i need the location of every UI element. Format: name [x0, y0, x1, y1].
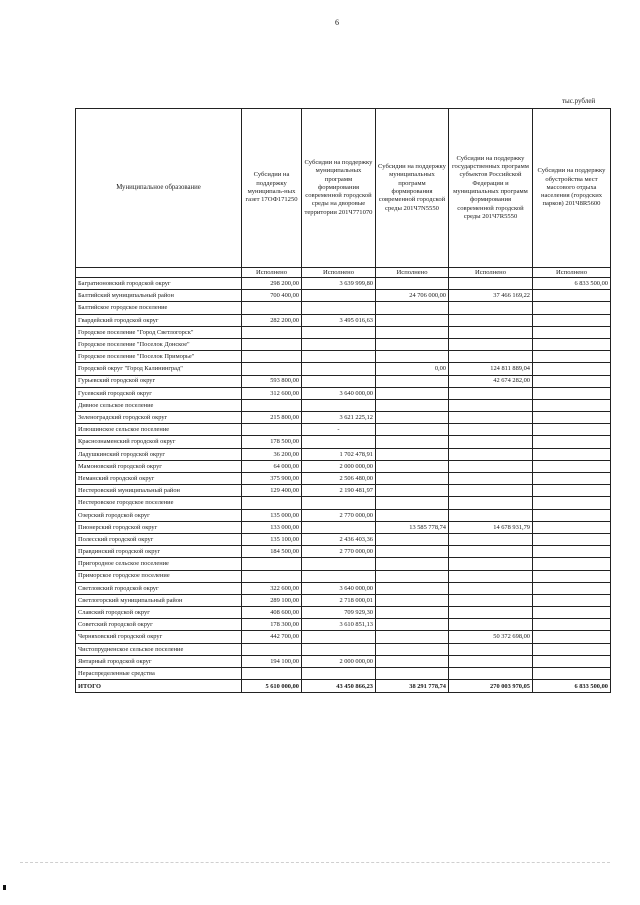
- cell-col5: [533, 424, 611, 436]
- cell-col2: [302, 302, 376, 314]
- cell-col5: [533, 619, 611, 631]
- cell-col2: [302, 497, 376, 509]
- cell-col2: 2 770 000,00: [302, 546, 376, 558]
- cell-col4: [449, 460, 533, 472]
- cell-col1: 184 500,00: [242, 546, 302, 558]
- total-col5: 6 833 500,00: [533, 680, 611, 693]
- units-label: тыс.рублей: [562, 97, 596, 105]
- cell-col1: 375 900,00: [242, 473, 302, 485]
- header-col2: Субсидии на поддержку муниципальных программ формирования современной городской среды на дворовые территории 201Ч771070: [302, 109, 376, 268]
- scan-artifact-mark: [3, 885, 6, 890]
- municipality-name: Пригородное сельское поселение: [76, 558, 242, 570]
- cell-col1: 282 200,00: [242, 314, 302, 326]
- cell-col3: [376, 546, 449, 558]
- cell-col4: [449, 485, 533, 497]
- cell-col2: [302, 326, 376, 338]
- table-row: [76, 509, 611, 521]
- cell-col3: [376, 594, 449, 606]
- cell-col5: [533, 326, 611, 338]
- cell-col2: 3 621 225,12: [302, 412, 376, 424]
- municipality-name: Краснознаменский городской округ: [76, 436, 242, 448]
- table-row: [76, 351, 611, 363]
- table-row: [76, 582, 611, 594]
- table-row: [76, 412, 611, 424]
- subheader-empty: [76, 268, 242, 278]
- municipality-name: Городское поселение "Город Светлогорск": [76, 326, 242, 338]
- scan-artifact-line: [20, 862, 610, 863]
- table-row: [76, 314, 611, 326]
- cell-col2: 2 770 000,00: [302, 509, 376, 521]
- cell-col5: [533, 497, 611, 509]
- cell-col3: [376, 497, 449, 509]
- cell-col1: 178 500,00: [242, 436, 302, 448]
- cell-col3: [376, 619, 449, 631]
- header-col4: Субсидии на поддержку государственных программ субъектов Российской Федерации и муниципальных программ формирования современной городской среды 201Ч7R5550: [449, 109, 533, 268]
- cell-col4: 37 466 169,22: [449, 290, 533, 302]
- cell-col5: [533, 594, 611, 606]
- table-row: [76, 521, 611, 533]
- cell-col5: [533, 436, 611, 448]
- municipality-name: Городское поселение "Поселок Приморье": [76, 351, 242, 363]
- cell-col4: [449, 314, 533, 326]
- municipality-name: Мамоновский городской округ: [76, 460, 242, 472]
- cell-col1: 178 300,00: [242, 619, 302, 631]
- municipality-name: Дивное сельское поселение: [76, 399, 242, 411]
- table-row: [76, 558, 611, 570]
- cell-col4: [449, 570, 533, 582]
- municipality-name: Балтийское городское поселение: [76, 302, 242, 314]
- cell-col5: [533, 399, 611, 411]
- cell-col2: [302, 558, 376, 570]
- cell-col4: 50 372 698,00: [449, 631, 533, 643]
- municipality-name: Озерский городской округ: [76, 509, 242, 521]
- cell-col4: [449, 448, 533, 460]
- cell-col1: [242, 558, 302, 570]
- cell-col5: [533, 607, 611, 619]
- cell-col5: [533, 387, 611, 399]
- municipality-name: Гусевский городской округ: [76, 387, 242, 399]
- cell-col3: [376, 278, 449, 290]
- table-row: [76, 594, 611, 606]
- cell-col4: [449, 533, 533, 545]
- cell-col2: 3 495 016,63: [302, 314, 376, 326]
- cell-col1: [242, 363, 302, 375]
- total-col3: 38 291 778,74: [376, 680, 449, 693]
- cell-col5: [533, 485, 611, 497]
- cell-col2: 2 000 000,00: [302, 655, 376, 667]
- municipality-name: Нестеровский муниципальный район: [76, 485, 242, 497]
- cell-col2: [302, 631, 376, 643]
- municipality-name: Илюшинское сельское поселение: [76, 424, 242, 436]
- cell-col1: 312 600,00: [242, 387, 302, 399]
- municipality-name: Приморское городское поселение: [76, 570, 242, 582]
- cell-col2: [302, 399, 376, 411]
- cell-col1: [242, 570, 302, 582]
- municipality-name: Славский городской округ: [76, 607, 242, 619]
- cell-col4: [449, 607, 533, 619]
- header-municipality: Муниципальное образование: [76, 109, 242, 268]
- cell-col3: [376, 558, 449, 570]
- cell-col3: [376, 607, 449, 619]
- municipality-name: Полесский городской округ: [76, 533, 242, 545]
- table-row: [76, 302, 611, 314]
- cell-col5: [533, 655, 611, 667]
- table-row: [76, 338, 611, 350]
- cell-col4: [449, 619, 533, 631]
- municipality-name: Советский городской округ: [76, 619, 242, 631]
- table-row: [76, 363, 611, 375]
- table-row: [76, 643, 611, 655]
- table-row: [76, 448, 611, 460]
- header-col3: Субсидии на поддержку муниципальных программ формирования современной городской среды 201Ч7N5550: [376, 109, 449, 268]
- table-row: [76, 655, 611, 667]
- cell-col4: [449, 655, 533, 667]
- cell-col2: [302, 375, 376, 387]
- cell-col5: [533, 668, 611, 680]
- cell-col1: [242, 497, 302, 509]
- cell-col3: [376, 399, 449, 411]
- cell-col4: [449, 582, 533, 594]
- total-col2: 43 450 866,23: [302, 680, 376, 693]
- municipality-name: Светловский городской округ: [76, 582, 242, 594]
- municipality-name: Гвардейский городской округ: [76, 314, 242, 326]
- cell-col4: [449, 509, 533, 521]
- cell-col2: 2 718 000,01: [302, 594, 376, 606]
- table-row: [76, 375, 611, 387]
- cell-col2: [302, 363, 376, 375]
- cell-col3: [376, 424, 449, 436]
- cell-col2: [302, 290, 376, 302]
- cell-col3: [376, 387, 449, 399]
- cell-col1: 36 200,00: [242, 448, 302, 460]
- cell-col2: [302, 338, 376, 350]
- cell-col4: [449, 594, 533, 606]
- table-row: [76, 619, 611, 631]
- cell-col5: [533, 521, 611, 533]
- cell-col3: [376, 314, 449, 326]
- cell-col5: [533, 509, 611, 521]
- cell-col3: 0,00: [376, 363, 449, 375]
- page-number: 6: [335, 18, 339, 27]
- cell-col5: [533, 473, 611, 485]
- municipality-name: Зеленоградский городской округ: [76, 412, 242, 424]
- table-row: [76, 533, 611, 545]
- cell-col1: 593 800,00: [242, 375, 302, 387]
- subsidies-table: [75, 108, 611, 693]
- table-row: [76, 387, 611, 399]
- cell-col5: [533, 546, 611, 558]
- cell-col1: [242, 326, 302, 338]
- cell-col2: [302, 643, 376, 655]
- cell-col1: [242, 399, 302, 411]
- cell-col4: [449, 473, 533, 485]
- cell-col2: [302, 351, 376, 363]
- table-row: [76, 290, 611, 302]
- table-row: [76, 424, 611, 436]
- cell-col1: 442 700,00: [242, 631, 302, 643]
- cell-col5: [533, 570, 611, 582]
- cell-col3: [376, 582, 449, 594]
- cell-col5: [533, 533, 611, 545]
- cell-col3: [376, 338, 449, 350]
- cell-col2: [302, 436, 376, 448]
- table-row: [76, 631, 611, 643]
- municipality-name: Городской округ "Город Калининград": [76, 363, 242, 375]
- cell-col1: [242, 338, 302, 350]
- subheader-col1: Исполнено: [242, 268, 302, 278]
- cell-col2: 2 436 403,36: [302, 533, 376, 545]
- cell-col3: [376, 351, 449, 363]
- municipality-name: Чистопрудненское сельское поселение: [76, 643, 242, 655]
- municipality-name: Нестеровское городское поселение: [76, 497, 242, 509]
- cell-col2: 2 506 480,00: [302, 473, 376, 485]
- table-row: [76, 546, 611, 558]
- cell-col2: 3 610 851,13: [302, 619, 376, 631]
- cell-col1: [242, 351, 302, 363]
- cell-col5: [533, 412, 611, 424]
- cell-col5: [533, 351, 611, 363]
- municipality-name: Неманский городской округ: [76, 473, 242, 485]
- cell-col3: [376, 668, 449, 680]
- header-col1: Субсидии на поддержку муниципаль-ных газет 17ОФ171250: [242, 109, 302, 268]
- cell-col1: 135 100,00: [242, 533, 302, 545]
- cell-col5: [533, 558, 611, 570]
- cell-col3: [376, 375, 449, 387]
- cell-col5: 6 833 500,00: [533, 278, 611, 290]
- cell-col1: 322 600,00: [242, 582, 302, 594]
- subheader-col5: Исполнено: [533, 268, 611, 278]
- cell-col3: 13 585 778,74: [376, 521, 449, 533]
- cell-col4: [449, 412, 533, 424]
- cell-col3: [376, 485, 449, 497]
- cell-col2: 2 190 481,97: [302, 485, 376, 497]
- total-col1: 5 610 000,00: [242, 680, 302, 693]
- cell-col1: 135 000,00: [242, 509, 302, 521]
- cell-col4: 124 811 889,04: [449, 363, 533, 375]
- table-row: [76, 460, 611, 472]
- municipality-name: Черняховский городской округ: [76, 631, 242, 643]
- cell-col5: [533, 643, 611, 655]
- cell-col3: [376, 460, 449, 472]
- municipality-name: Гурьевский городской округ: [76, 375, 242, 387]
- municipality-name: Пионерский городской округ: [76, 521, 242, 533]
- table-row: [76, 485, 611, 497]
- cell-col3: [376, 473, 449, 485]
- cell-col1: [242, 424, 302, 436]
- total-col4: 270 003 970,05: [449, 680, 533, 693]
- cell-col5: [533, 302, 611, 314]
- table-row: [76, 607, 611, 619]
- cell-col4: [449, 278, 533, 290]
- cell-col4: [449, 399, 533, 411]
- cell-col5: [533, 338, 611, 350]
- cell-col4: [449, 436, 533, 448]
- cell-col2: 709 929,30: [302, 607, 376, 619]
- table-row: [76, 326, 611, 338]
- municipality-name: Янтарный городской округ: [76, 655, 242, 667]
- cell-col1: 298 200,00: [242, 278, 302, 290]
- cell-col1: [242, 668, 302, 680]
- cell-col4: 42 674 282,00: [449, 375, 533, 387]
- cell-col2: -: [302, 424, 376, 436]
- cell-col2: 3 639 999,80: [302, 278, 376, 290]
- cell-col5: [533, 290, 611, 302]
- cell-col4: [449, 558, 533, 570]
- cell-col5: [533, 448, 611, 460]
- cell-col4: [449, 338, 533, 350]
- cell-col5: [533, 363, 611, 375]
- cell-col4: [449, 387, 533, 399]
- cell-col3: [376, 302, 449, 314]
- header-col5: Субсидии на поддержку обустройства мест массового отдыха населения (городских парков) 201Ч8R5600: [533, 109, 611, 268]
- table-row: [76, 473, 611, 485]
- cell-col2: 3 640 000,00: [302, 387, 376, 399]
- cell-col5: [533, 375, 611, 387]
- cell-col4: [449, 351, 533, 363]
- cell-col3: [376, 436, 449, 448]
- cell-col1: 289 100,00: [242, 594, 302, 606]
- table-row: [76, 497, 611, 509]
- municipality-name: Балтийский муниципальный район: [76, 290, 242, 302]
- header-row: [76, 109, 611, 268]
- table-row: [76, 436, 611, 448]
- table-row: [76, 668, 611, 680]
- municipality-name: Ладушкинский городской округ: [76, 448, 242, 460]
- cell-col4: [449, 643, 533, 655]
- cell-col2: [302, 570, 376, 582]
- municipality-name: Правдинский городской округ: [76, 546, 242, 558]
- cell-col2: 3 640 000,00: [302, 582, 376, 594]
- cell-col4: [449, 424, 533, 436]
- cell-col1: 194 100,00: [242, 655, 302, 667]
- table-row: [76, 278, 611, 290]
- cell-col4: [449, 326, 533, 338]
- table-row: [76, 399, 611, 411]
- cell-col2: [302, 521, 376, 533]
- cell-col4: [449, 546, 533, 558]
- cell-col3: [376, 533, 449, 545]
- cell-col5: [533, 460, 611, 472]
- cell-col1: [242, 643, 302, 655]
- cell-col1: 133 000,00: [242, 521, 302, 533]
- table-row: [76, 570, 611, 582]
- cell-col2: [302, 668, 376, 680]
- cell-col4: 14 678 931,79: [449, 521, 533, 533]
- cell-col1: 64 000,00: [242, 460, 302, 472]
- subheader-row: [76, 268, 611, 278]
- cell-col3: [376, 631, 449, 643]
- cell-col5: [533, 631, 611, 643]
- municipality-name: Багратионовский городской округ: [76, 278, 242, 290]
- cell-col3: [376, 570, 449, 582]
- total-label: ИТОГО: [76, 680, 242, 693]
- cell-col2: 1 702 478,91: [302, 448, 376, 460]
- cell-col1: [242, 302, 302, 314]
- cell-col1: 129 400,00: [242, 485, 302, 497]
- cell-col3: 24 706 000,00: [376, 290, 449, 302]
- cell-col2: 2 000 000,00: [302, 460, 376, 472]
- total-row: [76, 680, 611, 693]
- subheader-col2: Исполнено: [302, 268, 376, 278]
- cell-col3: [376, 412, 449, 424]
- cell-col4: [449, 668, 533, 680]
- cell-col1: 215 800,00: [242, 412, 302, 424]
- cell-col3: [376, 643, 449, 655]
- cell-col1: 408 600,00: [242, 607, 302, 619]
- cell-col4: [449, 497, 533, 509]
- municipality-name: Городское поселение "Поселок Донское": [76, 338, 242, 350]
- cell-col3: [376, 509, 449, 521]
- municipality-name: Светлогорский муниципальный район: [76, 594, 242, 606]
- cell-col3: [376, 448, 449, 460]
- cell-col4: [449, 302, 533, 314]
- cell-col5: [533, 582, 611, 594]
- table-body: [76, 278, 611, 680]
- municipality-name: Нераспределенные средства: [76, 668, 242, 680]
- cell-col1: 700 400,00: [242, 290, 302, 302]
- cell-col3: [376, 655, 449, 667]
- subheader-col4: Исполнено: [449, 268, 533, 278]
- cell-col5: [533, 314, 611, 326]
- subheader-col3: Исполнено: [376, 268, 449, 278]
- cell-col3: [376, 326, 449, 338]
